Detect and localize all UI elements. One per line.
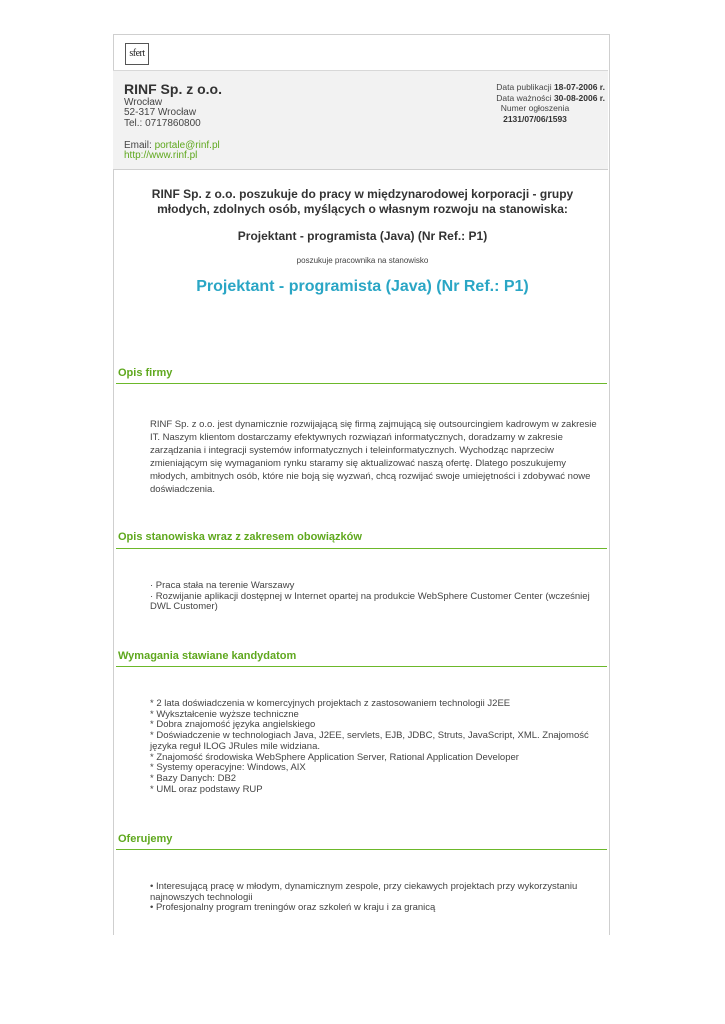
list-item: * UML oraz podstawy RUP bbox=[150, 783, 263, 795]
offer-list bbox=[150, 882, 606, 914]
email-label: Email: bbox=[124, 140, 155, 151]
list-item: • Profesjonalny program treningów oraz szkoleń w kraju i za granicą bbox=[150, 902, 436, 914]
list-item: · Rozwijanie aplikacji dostępnej w Internet opartej na produkcie WebSphere Customer Center (wcześniej DWL Customer) bbox=[150, 590, 590, 613]
company-logo-icon: sfert bbox=[125, 43, 149, 65]
number-label: Numer ogłoszenia bbox=[500, 103, 570, 113]
published-date: 18-07-2006 r. bbox=[553, 82, 605, 92]
list-item: • Interesującą pracę w młodym, dynamicznym zespole, przy ciekawych projektach przy wykorzystaniu najnowszych technologii bbox=[150, 881, 578, 903]
company-description-text: RINF Sp. z o.o. jest dynamicznie rozwijającą się firmą zajmującą się outsourcingiem kadrowym w zakresie IT. Naszym klientom dostarczamy efektywnych rozwiązań informatycznych, doradzamy w zakresie zarządzania i integracji systemów informatycznych i teleinformatycznych. Wychodząc naprzeciw zmieniającym się wymaganiom rynku staramy się aktualizować naszą ofertę. Dlatego poszukujemy młodych, ambitnych osób, które nie boją się wyzwań, chcą rozwijać swoje umiejętności i zdobywać nowe doświadczenia. bbox=[150, 419, 597, 495]
section-title-duties: Opis stanowiska wraz z zakresem obowiązków bbox=[118, 531, 362, 543]
section-title-company: Opis firmy bbox=[118, 367, 173, 379]
section-title-offer: Oferujemy bbox=[118, 833, 173, 845]
list-item: * Znajomość środowiska WebSphere Application Server, Rational Application Developer bbox=[150, 751, 519, 763]
list-item: * Dobra znajomość języka angielskiego bbox=[150, 719, 316, 731]
company-name: RINF Sp. z o.o. bbox=[124, 81, 222, 97]
company-postal-address: 52-317 Wrocław bbox=[124, 107, 197, 118]
publication-meta bbox=[435, 82, 605, 124]
website-line bbox=[124, 150, 197, 162]
list-item: * Wykształcenie wyższe techniczne bbox=[150, 708, 299, 720]
website-link[interactable]: http://www.rinf.pl bbox=[124, 150, 198, 161]
published-label: Data publikacji bbox=[496, 82, 552, 92]
position-title: Projektant - programista (Java) (Nr Ref.: P1) bbox=[196, 278, 529, 295]
list-item: * Systemy operacyjne: Windows, AIX bbox=[150, 762, 306, 774]
section-divider bbox=[116, 666, 607, 667]
list-item: * 2 lata doświadczenia w komercyjnych projektach z zastosowaniem technologii J2EE bbox=[150, 698, 511, 709]
section-title-requirements: Wymagania stawiane kandydatom bbox=[118, 650, 297, 662]
requirements-list bbox=[150, 699, 606, 795]
intro-text: RINF Sp. z o.o. poszukuje do pracy w międzynarodowej korporacji - grupy młodych, zdolnych osób, myślących o własnym rozwoju na stanowiska: bbox=[151, 187, 574, 216]
duties-list bbox=[150, 581, 606, 613]
announcement-number: 2131/07/06/1593 bbox=[503, 113, 567, 124]
seeking-text: poszukuje pracownika na stanowisko bbox=[296, 256, 429, 265]
list-item: * Doświadczenie w technologiach Java, J2EE, servlets, EJB, JDBC, Struts, JavaScript, XML. Znajomość języka reguł ILOG JRules mile widziana. bbox=[150, 730, 589, 752]
company-phone: Tel.: 0717860800 bbox=[124, 118, 201, 129]
section-divider bbox=[116, 548, 607, 549]
company-city: Wrocław bbox=[124, 97, 163, 108]
list-item: · Praca stała na terenie Warszawy bbox=[150, 580, 295, 591]
position-subtitle: Projektant - programista (Java) (Nr Ref.: P1) bbox=[237, 229, 488, 243]
email-link[interactable]: portale@rinf.pl bbox=[154, 140, 220, 151]
valid-date: 30-08-2006 r. bbox=[553, 92, 605, 103]
section-divider bbox=[116, 849, 607, 850]
valid-label: Data ważności bbox=[496, 92, 552, 103]
section-divider bbox=[116, 383, 607, 384]
list-item: * Bazy Danych: DB2 bbox=[150, 772, 237, 784]
